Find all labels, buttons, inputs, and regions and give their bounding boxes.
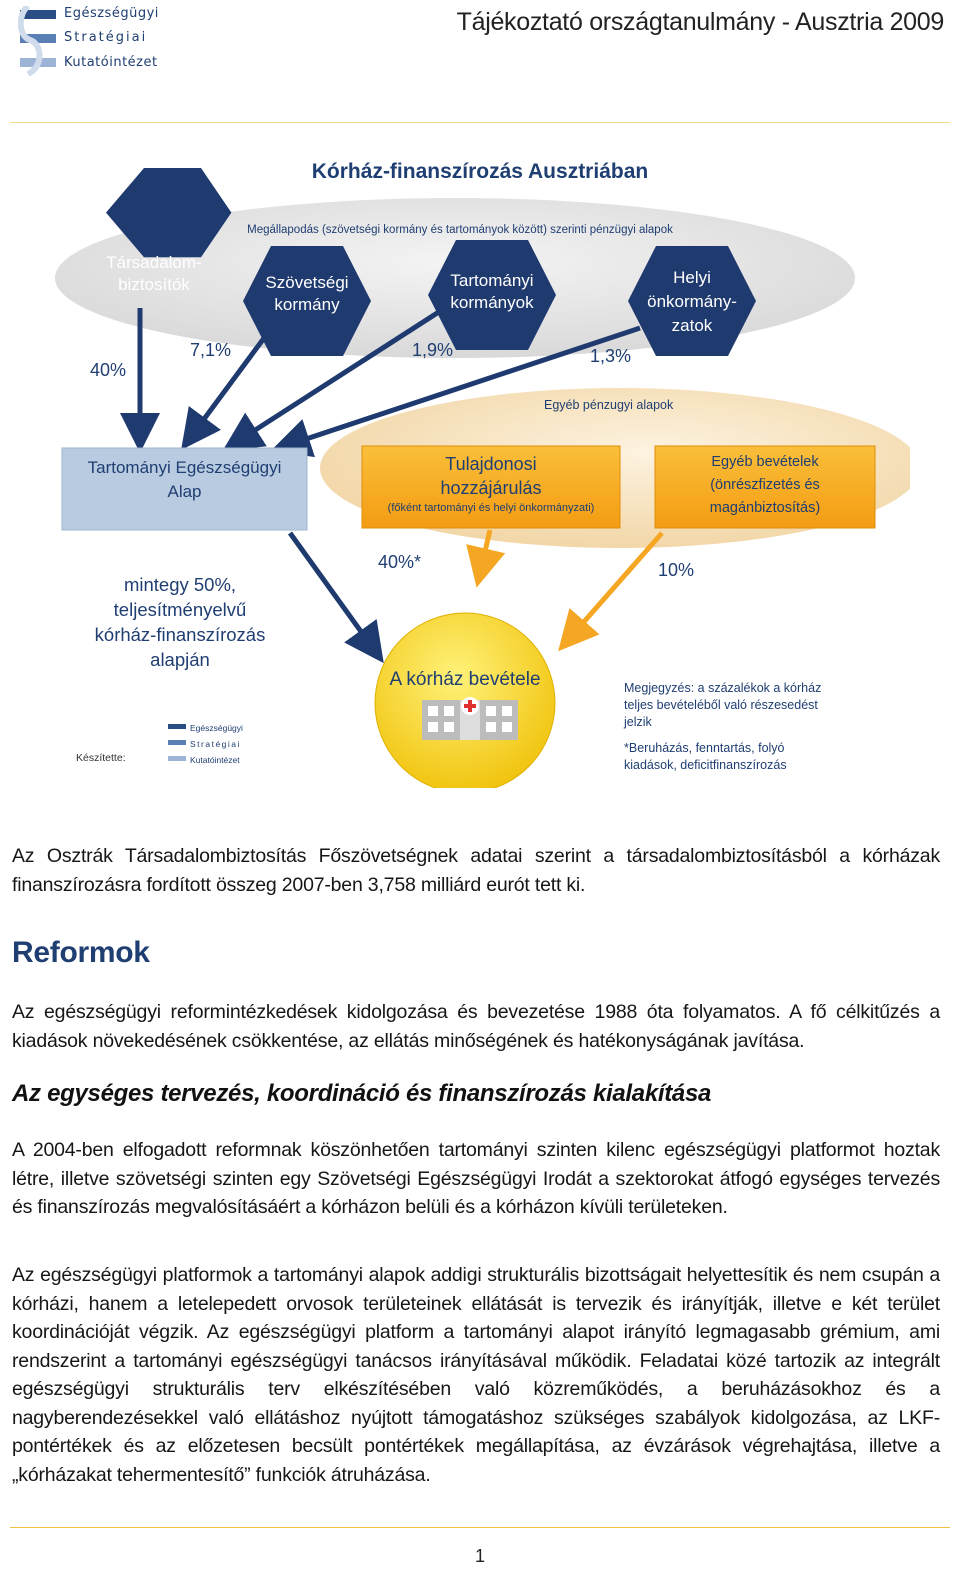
arrow-fund-to-hospital: [290, 533, 375, 651]
percent-label: 1,3%: [590, 346, 632, 366]
footnote-line: kiadások, deficitfinanszírozás: [624, 758, 787, 772]
owner-box-note: (főként tartományi és helyi önkormányzati): [387, 502, 595, 514]
percent-label: 40%*: [378, 552, 422, 572]
other-income-label: [655, 451, 875, 520]
hospital-income-label: A kórház bevétele: [389, 669, 541, 690]
hexagon-text: biztosítók: [118, 275, 190, 294]
performance-line: mintegy 50%,: [123, 574, 237, 595]
page-number: 1: [474, 1546, 485, 1566]
note-line: jelzik: [624, 715, 652, 729]
paragraph-platforms: A 2004-ben elfogadott reformnak köszönhetően tartományi szinten kilenc egészségügyi platformot hoztak létre, illetve szövetségi szinten egy Szövetségi Egészségügyi Irodát a szektorokat átfogó egységes tervezés és finanszírozás megvalósításáért a kórházon belüli és a kórházon kívüli területeken.: [12, 1139, 940, 1218]
performance-line: alapján: [150, 649, 210, 670]
owner-box-line: Tulajdonosi: [445, 454, 537, 474]
performance-note: [60, 572, 300, 672]
heading-unified-planning: Az egységes tervezés, koordináció és finanszírozás kialakítása: [12, 1080, 712, 1107]
paragraph-reforms: Az egészségügyi reformintézkedések kidolgozása és bevezetése 1988 óta folyamatos. A fő célkitűzés a kiadások növekedésének csökkentése, az ellátás minőségének és hatékonyságának javítása.: [12, 1001, 940, 1052]
owner-box-line: hozzájárulás: [440, 478, 542, 498]
diagram-title: Kórház-finanszírozás Ausztriában: [311, 160, 649, 183]
percent-label: 1,9%: [412, 340, 454, 360]
hexagon-federal-label: [243, 272, 371, 316]
agreement-label: Megállapodás (szövetségi kormány és tartományok között) szerinti pénzügyi alapok: [247, 224, 673, 236]
heading-reforms: Reformok: [12, 936, 150, 969]
fund-box-text: Tartományi Egészségügyi: [87, 458, 282, 477]
document-title: Tájékoztató országtanulmány - Ausztria 2009: [456, 8, 944, 36]
other-income-text: magánbiztosítás): [709, 500, 821, 516]
hospital-financing-diagram: [50, 148, 910, 788]
hexagon-text: kormány: [274, 295, 340, 314]
other-income-text: (önrészfizetés és: [710, 477, 820, 493]
owner-box-label: [362, 452, 620, 516]
paragraph-funding-amount: Az Osztrák Társadalombiztosítás Főszövetségnek adatai szerint a társadalombiztosításból a kórházak finanszírozásra fordított összeg 2007-ben 3,758 milliárd eurót tett ki.: [12, 845, 940, 896]
performance-line: kórház-finanszírozás: [94, 624, 266, 645]
percent-label: 7,1%: [190, 340, 232, 360]
footer-divider: [10, 1527, 950, 1528]
header-divider: [10, 122, 950, 123]
prepared-by-label: Készítette:: [76, 752, 126, 764]
arrow-other-to-hospital: [568, 533, 662, 640]
small-logo-line: Egészségügyi: [190, 723, 243, 733]
hexagon-text: Társadalom-: [106, 253, 202, 272]
percent-label: 10%: [658, 560, 695, 580]
percentage-note: [624, 680, 821, 731]
fund-box-text: Alap: [167, 482, 202, 501]
paragraph-platform-tasks: Az egészségügyi platformok a tartományi alapok addigi strukturális bizottságait helyettesítik és nem csupán a kórházi, hanem a letelepedett orvosok területeinek ellátását is tervezik és irányítják, illetve e két terület koordinációját végzik. Az egészségügyi platform a tartományi alapot irányító legmagasabb grémium, ami rendszerint a tartományi egészségügyi tanácsos irányításával működik. Feladatai közé tartozik az integrált egészségügyi strukturális terv elkészítésében való közreműködés, a beruházásokhoz és a nagyberendezésekkel való ellátáshoz nyújtott támogatáshoz szükséges szabályok kidolgozása, az LKF-pontértékek és az előzetesen becsült pontértékek megállapítása, az évzárások végrehajtása, illetve a „kórházakat tehermentesítő” funkciók átruházása.: [12, 1264, 940, 1486]
percent-label: 40%: [90, 360, 127, 380]
other-income-text: Egyéb bevételek: [711, 454, 819, 470]
hexagon-local-label: [628, 266, 756, 338]
small-logo-mark: [168, 724, 186, 761]
hexagon-text: Tartományi: [450, 271, 534, 290]
hexagon-text: zatok: [671, 316, 713, 335]
logo-line: Stratégiai: [64, 30, 148, 45]
footnote-line: *Beruházás, fenntartás, folyó: [624, 741, 785, 755]
small-logo-line: Stratégiai: [190, 739, 241, 749]
hexagon-text: Szövetségi: [265, 273, 349, 292]
other-funds-label: Egyéb pénzugyi alapok: [544, 398, 674, 412]
hospital-building-icon: [422, 697, 518, 740]
footnote: [624, 740, 787, 774]
note-line: Megjegyzés: a százalékok a kórház: [624, 681, 822, 695]
hexagon-text: önkormány-: [647, 292, 737, 311]
logo-line: Kutatóintézet: [64, 55, 158, 70]
small-logo-line: Kutatóintézet: [190, 755, 240, 765]
hexagon-text: kormányok: [450, 293, 534, 312]
institute-logo: [18, 6, 168, 76]
performance-line: teljesítményelvű: [113, 599, 247, 620]
note-line: teljes bevételéből való részesedést: [624, 698, 818, 712]
hexagon-provincial-label: [428, 270, 556, 314]
small-logo-text: [190, 720, 243, 768]
hexagon-text: Helyi: [673, 268, 711, 287]
hexagon-social-label: [74, 252, 234, 296]
fund-box-label: [62, 456, 307, 504]
logo-line: Egészségügyi: [64, 6, 159, 21]
